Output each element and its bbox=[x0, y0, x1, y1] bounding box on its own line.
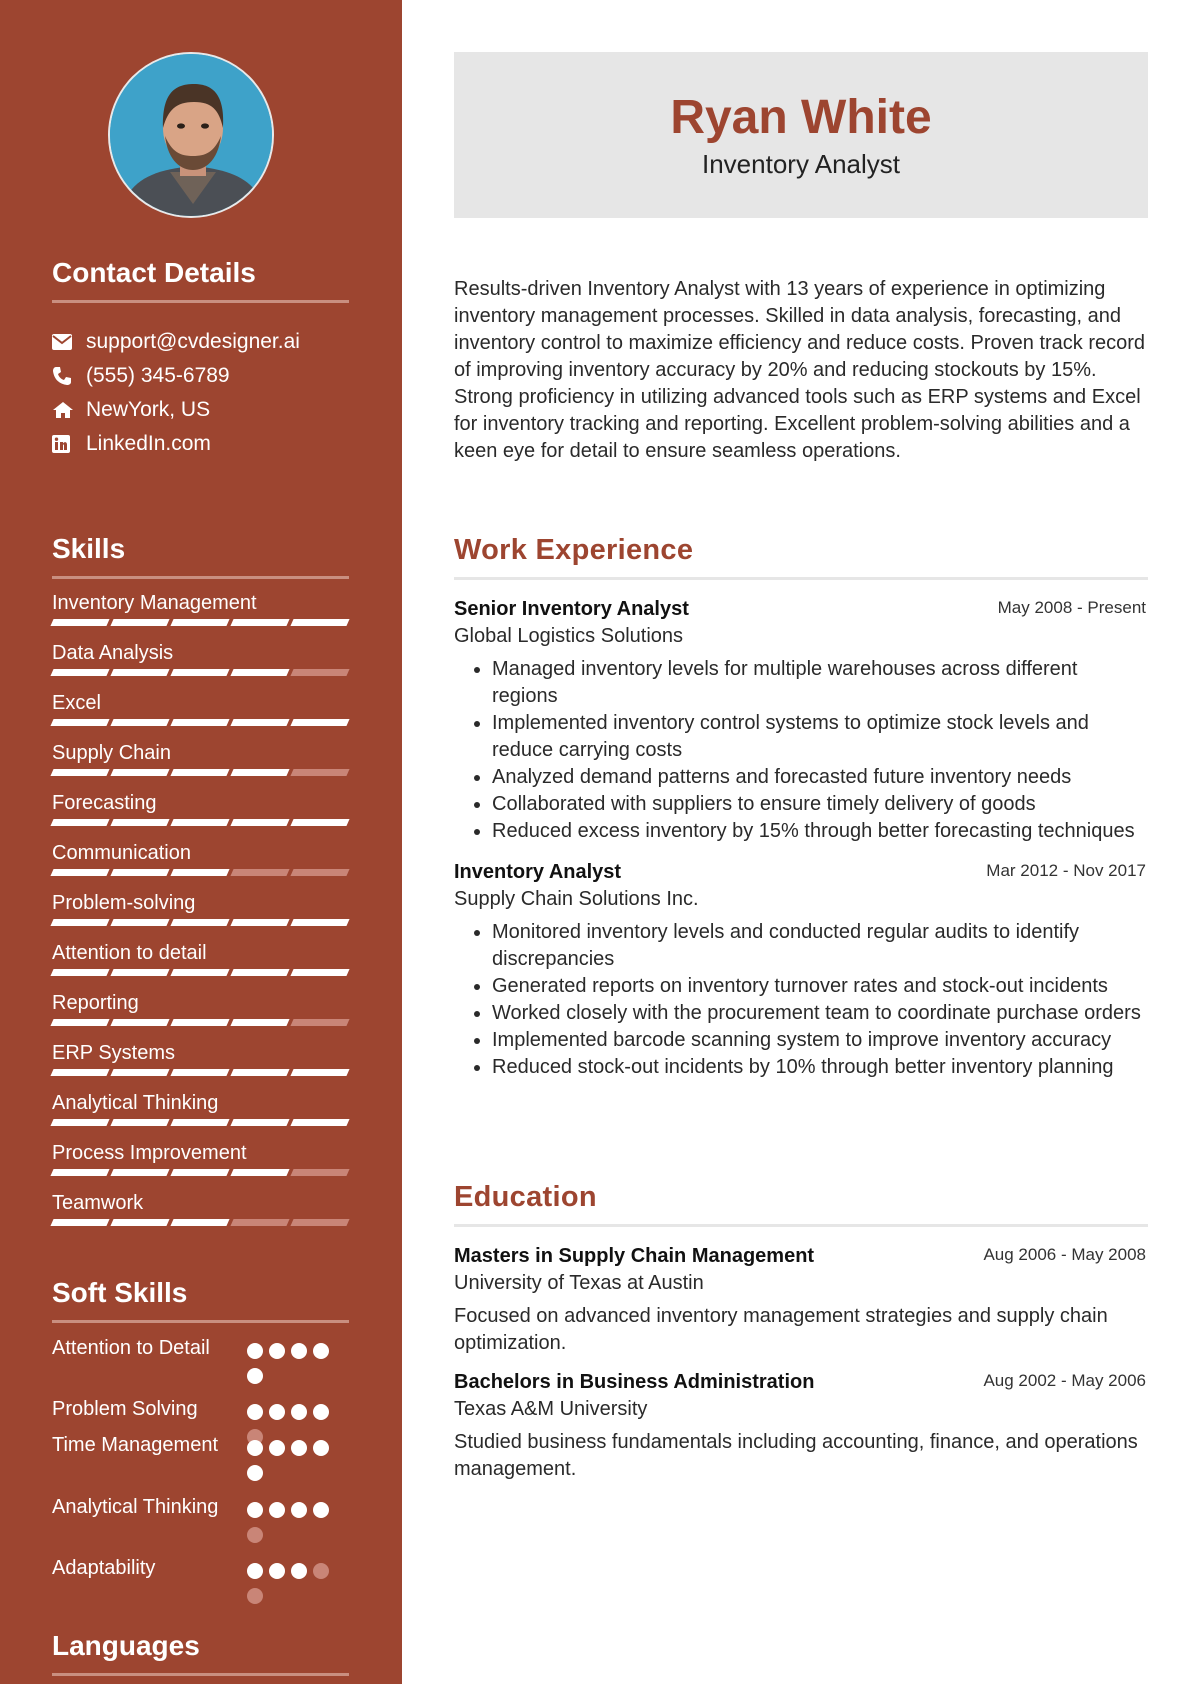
job-bullet: • Managed inventory levels for multiple warehouses across different regions bbox=[492, 656, 1148, 710]
job-company: Global Logistics Solutions bbox=[454, 625, 684, 647]
skill-bar-filled bbox=[110, 769, 169, 776]
skill-item bbox=[52, 791, 349, 841]
soft-skill-item bbox=[52, 1396, 349, 1432]
skill-bar-filled bbox=[110, 969, 169, 976]
rating-dot-empty bbox=[247, 1527, 263, 1543]
rating-dot-filled bbox=[247, 1343, 263, 1359]
skill-level-bar bbox=[52, 1119, 349, 1126]
skill-bar-filled bbox=[50, 919, 109, 926]
skill-bar-filled bbox=[50, 669, 109, 676]
skill-bar-filled bbox=[50, 1019, 109, 1026]
skill-bar-filled bbox=[290, 1069, 349, 1076]
skill-bar-filled bbox=[290, 719, 349, 726]
skill-bar-filled bbox=[230, 1169, 289, 1176]
skill-level-bar bbox=[52, 969, 349, 976]
contact-section bbox=[52, 256, 349, 461]
skill-bar-filled bbox=[170, 669, 229, 676]
skill-item bbox=[52, 1091, 349, 1141]
contact-list bbox=[52, 325, 349, 461]
education-entry bbox=[454, 1243, 1148, 1357]
skill-item bbox=[52, 941, 349, 991]
contact-email-text: support@cvdesigner.ai bbox=[86, 330, 300, 353]
person-portrait-icon bbox=[110, 54, 274, 218]
job-bullets bbox=[454, 919, 1148, 1081]
skill-bar-empty bbox=[290, 1019, 349, 1026]
soft-skill-name: Analytical Thinking bbox=[52, 1496, 219, 1518]
skill-bar-filled bbox=[170, 1069, 229, 1076]
skill-bar-filled bbox=[170, 1219, 229, 1226]
skill-bar-filled bbox=[110, 1019, 169, 1026]
skills-title: Skills bbox=[52, 533, 126, 564]
job-bullet: • Implemented inventory control systems to optimize stock levels and reduce carrying costs bbox=[492, 710, 1148, 764]
skill-level-bar bbox=[52, 1069, 349, 1076]
job-bullet: • Implemented barcode scanning system to improve inventory accuracy bbox=[492, 1027, 1148, 1054]
skill-level-bar bbox=[52, 619, 349, 626]
rating-dot-filled bbox=[313, 1502, 329, 1518]
education-header bbox=[454, 1369, 1148, 1396]
rating-dot-filled bbox=[313, 1440, 329, 1456]
skill-bar-filled bbox=[50, 869, 109, 876]
skill-name: Inventory Management bbox=[52, 592, 257, 614]
job-bullets bbox=[454, 656, 1148, 845]
profile-summary: Results-driven Inventory Analyst with 13 years of experience in optimizing inventory management processes. Skilled in data analysis, forecasting, and inventory control to maximize efficiency and reduce costs. Proven track record of improving inventory accuracy by 20% and reducing stockouts by 15%. Strong proficiency in utilizing advanced tools such as ERP systems and Excel for inventory tracking and reporting. Excellent problem-solving abilities and a keen eye for detail to ensure seamless operations. bbox=[454, 278, 1146, 462]
skill-bar-filled bbox=[230, 619, 289, 626]
education-header bbox=[454, 1243, 1148, 1270]
skill-bar-filled bbox=[230, 969, 289, 976]
rating-dot-filled bbox=[247, 1563, 263, 1579]
skill-bar-empty bbox=[230, 1219, 289, 1226]
contact-phone-text: (555) 345-6789 bbox=[86, 364, 230, 387]
skill-bar-filled bbox=[230, 1069, 289, 1076]
skill-bar-empty bbox=[290, 1219, 349, 1226]
skill-item bbox=[52, 591, 349, 641]
skill-bar-filled bbox=[110, 869, 169, 876]
skill-name: Attention to detail bbox=[52, 942, 207, 964]
skill-item bbox=[52, 691, 349, 741]
skill-bar-empty bbox=[230, 869, 289, 876]
soft-skill-rating bbox=[247, 1335, 337, 1384]
linkedin-icon bbox=[52, 433, 86, 455]
rating-dot-empty bbox=[313, 1563, 329, 1579]
skill-item bbox=[52, 1141, 349, 1191]
skill-name: Analytical Thinking bbox=[52, 1092, 219, 1114]
soft-skill-rating bbox=[247, 1555, 337, 1604]
job-header bbox=[454, 596, 1148, 623]
rating-dot-filled bbox=[291, 1343, 307, 1359]
skill-item bbox=[52, 741, 349, 791]
rating-dot-filled bbox=[269, 1343, 285, 1359]
contact-location-text: NewYork, US bbox=[86, 398, 211, 421]
job-bullet: • Analyzed demand patterns and forecasted future inventory needs bbox=[492, 764, 1148, 791]
skill-bar-filled bbox=[170, 619, 229, 626]
skill-bar-filled bbox=[230, 819, 289, 826]
skill-name: Excel bbox=[52, 692, 101, 714]
skill-level-bar bbox=[52, 1169, 349, 1176]
skill-bar-filled bbox=[110, 1069, 169, 1076]
skill-bar-filled bbox=[290, 919, 349, 926]
skill-bar-filled bbox=[110, 919, 169, 926]
skill-bar-filled bbox=[50, 1069, 109, 1076]
education-title: Education bbox=[454, 1181, 597, 1213]
soft-skill-rating bbox=[247, 1494, 337, 1543]
soft-skills-title: Soft Skills bbox=[52, 1277, 188, 1308]
skill-name: Supply Chain bbox=[52, 742, 171, 764]
soft-skill-name: Adaptability bbox=[52, 1557, 156, 1579]
job-bullet: • Monitored inventory levels and conducted regular audits to identify discrepancies bbox=[492, 919, 1148, 973]
divider bbox=[52, 1673, 349, 1676]
contact-phone[interactable] bbox=[52, 359, 349, 393]
skill-bar-filled bbox=[110, 1119, 169, 1126]
job-dates: May 2008 - Present bbox=[997, 598, 1146, 617]
skill-item bbox=[52, 891, 349, 941]
rating-dot-filled bbox=[247, 1368, 263, 1384]
skill-bar-filled bbox=[110, 669, 169, 676]
divider bbox=[52, 300, 349, 303]
skill-bar-filled bbox=[230, 769, 289, 776]
job-bullet: • Collaborated with suppliers to ensure timely delivery of goods bbox=[492, 791, 1148, 818]
job-header bbox=[454, 859, 1148, 886]
skill-level-bar bbox=[52, 1019, 349, 1026]
soft-skill-name: Problem Solving bbox=[52, 1398, 198, 1420]
skill-name: Data Analysis bbox=[52, 642, 174, 664]
candidate-title: Inventory Analyst bbox=[702, 149, 900, 179]
rating-dot-filled bbox=[313, 1404, 329, 1420]
contact-linkedin-text: LinkedIn.com bbox=[86, 432, 211, 455]
skill-bar-filled bbox=[170, 769, 229, 776]
skill-name: Teamwork bbox=[52, 1192, 144, 1214]
job-entry bbox=[454, 859, 1148, 1081]
skill-level-bar bbox=[52, 919, 349, 926]
skill-bar-filled bbox=[170, 719, 229, 726]
soft-skill-name: Time Management bbox=[52, 1434, 218, 1456]
soft-skill-list bbox=[52, 1335, 349, 1616]
skill-item bbox=[52, 641, 349, 691]
skill-name: Reporting bbox=[52, 992, 139, 1014]
rating-dot-filled bbox=[291, 1440, 307, 1456]
skill-bar-filled bbox=[290, 1119, 349, 1126]
skill-bar-filled bbox=[110, 1219, 169, 1226]
rating-dot-filled bbox=[291, 1502, 307, 1518]
contact-linkedin[interactable] bbox=[52, 427, 349, 461]
skill-name: Communication bbox=[52, 842, 191, 864]
skill-bar-filled bbox=[230, 1019, 289, 1026]
education-description: Studied business fundamentals including accounting, finance, and operations management. bbox=[454, 1431, 1138, 1480]
job-company: Supply Chain Solutions Inc. bbox=[454, 888, 699, 910]
rating-dot-filled bbox=[291, 1563, 307, 1579]
skill-name: Process Improvement bbox=[52, 1142, 247, 1164]
skill-level-bar bbox=[52, 669, 349, 676]
envelope-icon bbox=[52, 331, 86, 353]
job-bullet: • Reduced stock-out incidents by 10% through better inventory planning bbox=[492, 1054, 1148, 1081]
school-name: University of Texas at Austin bbox=[454, 1272, 704, 1294]
skill-name: ERP Systems bbox=[52, 1042, 175, 1064]
rating-dot-filled bbox=[269, 1502, 285, 1518]
skill-bar-filled bbox=[170, 1119, 229, 1126]
divider bbox=[454, 1224, 1148, 1227]
skill-bar-filled bbox=[170, 819, 229, 826]
skill-item bbox=[52, 1191, 349, 1241]
contact-email[interactable] bbox=[52, 325, 349, 359]
degree-title: Bachelors in Business Administration bbox=[454, 1371, 815, 1393]
contact-location bbox=[52, 393, 349, 427]
rating-dot-filled bbox=[247, 1404, 263, 1420]
skill-bar-filled bbox=[110, 819, 169, 826]
skill-bar-filled bbox=[230, 919, 289, 926]
skill-bar-filled bbox=[170, 1019, 229, 1026]
skill-bar-empty bbox=[290, 869, 349, 876]
work-experience-title: Work Experience bbox=[454, 534, 694, 566]
education-dates: Aug 2002 - May 2006 bbox=[983, 1371, 1146, 1390]
phone-icon bbox=[52, 365, 86, 387]
profile-photo bbox=[108, 52, 274, 218]
skill-bar-filled bbox=[170, 969, 229, 976]
skill-name: Problem-solving bbox=[52, 892, 196, 914]
skill-bar-filled bbox=[50, 969, 109, 976]
skill-level-bar bbox=[52, 819, 349, 826]
skill-item bbox=[52, 1041, 349, 1091]
candidate-name: Ryan White bbox=[670, 91, 932, 144]
soft-skill-item bbox=[52, 1494, 349, 1555]
skill-bar-filled bbox=[170, 919, 229, 926]
education-entry bbox=[454, 1369, 1148, 1483]
skill-bar-filled bbox=[110, 1169, 169, 1176]
job-bullet: • Worked closely with the procurement team to coordinate purchase orders bbox=[492, 1000, 1148, 1027]
job-title: Inventory Analyst bbox=[454, 861, 622, 883]
home-icon bbox=[52, 399, 86, 421]
rating-dot-filled bbox=[269, 1440, 285, 1456]
soft-skill-item bbox=[52, 1335, 349, 1396]
skill-bar-filled bbox=[50, 1219, 109, 1226]
contact-title: Contact Details bbox=[52, 257, 256, 288]
skill-bar-filled bbox=[110, 719, 169, 726]
job-entry bbox=[454, 596, 1148, 845]
skill-list bbox=[52, 591, 349, 1241]
rating-dot-empty bbox=[247, 1588, 263, 1604]
resume-header bbox=[454, 52, 1148, 218]
rating-dot-filled bbox=[269, 1563, 285, 1579]
soft-skill-rating bbox=[247, 1432, 337, 1481]
job-bullet: • Reduced excess inventory by 15% through better forecasting techniques bbox=[492, 818, 1148, 845]
job-bullet: • Generated reports on inventory turnover rates and stock-out incidents bbox=[492, 973, 1148, 1000]
education-dates: Aug 2006 - May 2008 bbox=[983, 1245, 1146, 1264]
soft-skill-item bbox=[52, 1432, 349, 1494]
sidebar bbox=[0, 0, 402, 1684]
job-title: Senior Inventory Analyst bbox=[454, 598, 689, 620]
divider bbox=[52, 1320, 349, 1323]
skill-bar-filled bbox=[230, 669, 289, 676]
skill-item bbox=[52, 991, 349, 1041]
skill-bar-empty bbox=[290, 669, 349, 676]
education-description: Focused on advanced inventory management strategies and supply chain optimization. bbox=[454, 1305, 1108, 1354]
skill-bar-empty bbox=[290, 769, 349, 776]
rating-dot-filled bbox=[269, 1404, 285, 1420]
skill-bar-filled bbox=[230, 1119, 289, 1126]
rating-dot-filled bbox=[247, 1465, 263, 1481]
skill-bar-filled bbox=[50, 769, 109, 776]
skill-item bbox=[52, 841, 349, 891]
skill-bar-filled bbox=[50, 1169, 109, 1176]
work-experience-section bbox=[454, 533, 1148, 1081]
school-name: Texas A&M University bbox=[454, 1398, 648, 1420]
skill-level-bar bbox=[52, 719, 349, 726]
skill-name: Forecasting bbox=[52, 792, 157, 814]
skill-bar-filled bbox=[50, 1119, 109, 1126]
skill-bar-filled bbox=[170, 1169, 229, 1176]
skill-level-bar bbox=[52, 1219, 349, 1226]
skill-bar-filled bbox=[110, 619, 169, 626]
skill-bar-filled bbox=[230, 719, 289, 726]
skill-bar-filled bbox=[50, 819, 109, 826]
job-dates: Mar 2012 - Nov 2017 bbox=[986, 861, 1146, 880]
skill-level-bar bbox=[52, 769, 349, 776]
skill-bar-filled bbox=[290, 819, 349, 826]
degree-title: Masters in Supply Chain Management bbox=[454, 1245, 815, 1267]
rating-dot-filled bbox=[247, 1502, 263, 1518]
soft-skill-name: Attention to Detail bbox=[52, 1337, 210, 1359]
rating-dot-filled bbox=[247, 1440, 263, 1456]
skill-bar-filled bbox=[290, 619, 349, 626]
skill-bar-filled bbox=[290, 969, 349, 976]
soft-skills-section bbox=[52, 1276, 349, 1616]
skills-section bbox=[52, 532, 349, 1241]
skill-bar-empty bbox=[290, 1169, 349, 1176]
soft-skill-item bbox=[52, 1555, 349, 1616]
skill-bar-filled bbox=[50, 719, 109, 726]
divider bbox=[454, 577, 1148, 580]
rating-dot-filled bbox=[313, 1343, 329, 1359]
skill-level-bar bbox=[52, 869, 349, 876]
languages-title: Languages bbox=[52, 1630, 200, 1661]
divider bbox=[52, 576, 349, 579]
skill-bar-filled bbox=[50, 619, 109, 626]
languages-section bbox=[52, 1629, 349, 1676]
rating-dot-filled bbox=[291, 1404, 307, 1420]
skill-bar-filled bbox=[170, 869, 229, 876]
education-section bbox=[454, 1180, 1148, 1483]
